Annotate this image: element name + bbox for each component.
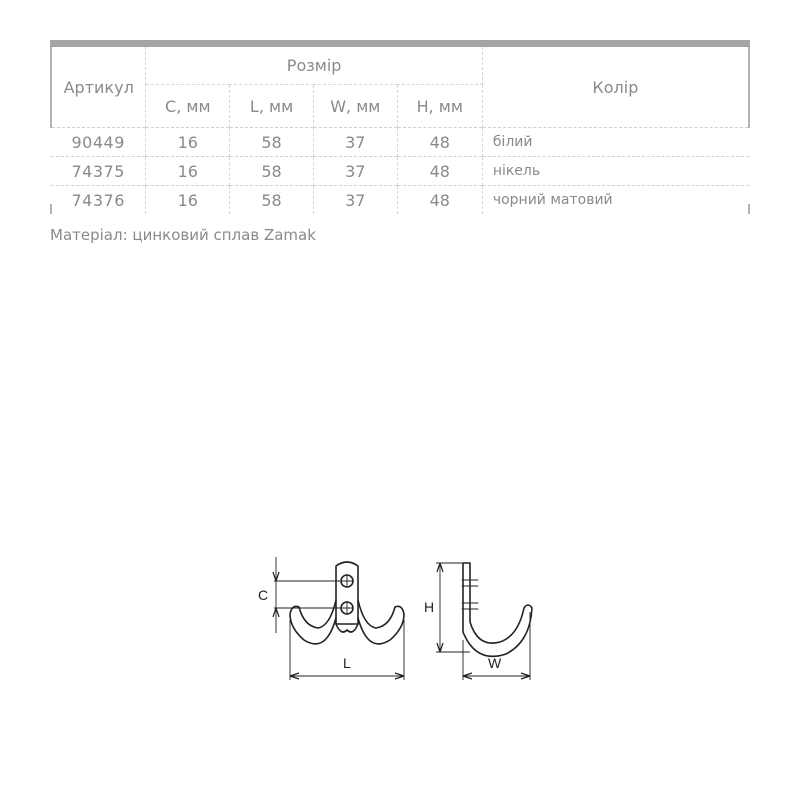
side-view-hook	[463, 563, 532, 656]
spec-table-wrapper	[50, 40, 750, 214]
cell-l: 58	[230, 157, 314, 186]
table-corner-left	[50, 204, 52, 214]
cell-color: нікель	[482, 157, 749, 186]
cell-article: 90449	[51, 128, 146, 157]
cell-w: 37	[313, 157, 397, 186]
cell-w: 37	[313, 186, 397, 215]
table-row	[51, 157, 749, 186]
front-view-left-arm	[290, 600, 336, 644]
cell-l: 58	[230, 186, 314, 215]
hook-technical-drawing	[250, 550, 540, 690]
cell-color: чорний матовий	[482, 186, 749, 215]
cell-w: 37	[313, 128, 397, 157]
table-row	[51, 186, 749, 215]
spec-table	[50, 47, 750, 214]
table-row	[51, 128, 749, 157]
dim-label-w: W	[488, 655, 502, 671]
cell-h: 48	[397, 186, 482, 215]
front-view-right-arm	[358, 600, 404, 644]
dim-c-extension	[274, 581, 340, 608]
cell-c: 16	[146, 128, 230, 157]
cell-h: 48	[397, 128, 482, 157]
header-c: C, мм	[146, 85, 230, 128]
header-size-group: Розмір	[146, 47, 482, 85]
front-view-notch	[336, 624, 358, 632]
cell-c: 16	[146, 186, 230, 215]
cell-l: 58	[230, 128, 314, 157]
cell-c: 16	[146, 157, 230, 186]
header-h: H, мм	[397, 85, 482, 128]
dim-label-h: H	[424, 599, 435, 615]
table-top-bar	[50, 40, 750, 47]
dim-label-l: L	[343, 655, 351, 671]
cell-article: 74375	[51, 157, 146, 186]
dim-h-extension	[436, 563, 470, 652]
dim-label-c: C	[258, 587, 269, 603]
table-corner-right	[748, 204, 750, 214]
cell-color: білий	[482, 128, 749, 157]
spec-table-box	[50, 47, 750, 214]
cell-article: 74376	[51, 186, 146, 215]
material-note: Матеріал: цинковий сплав Zamak	[50, 226, 316, 244]
header-w: W, мм	[313, 85, 397, 128]
header-l: L, мм	[230, 85, 314, 128]
spec-table-body	[51, 128, 749, 215]
dim-l-extension	[290, 620, 404, 680]
header-article: Артикул	[51, 47, 146, 128]
cell-h: 48	[397, 157, 482, 186]
header-color: Колір	[482, 47, 749, 128]
header-row-top	[51, 47, 749, 85]
